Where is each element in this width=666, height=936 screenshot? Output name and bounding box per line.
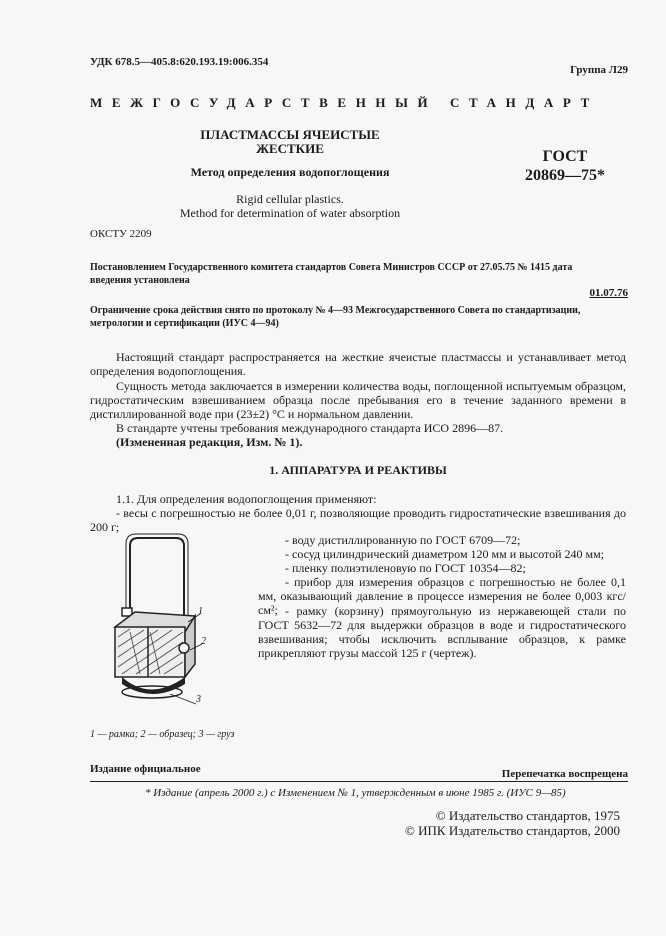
footer-divider	[90, 781, 628, 782]
gost-label: ГОСТ	[542, 148, 588, 165]
section-heading: 1. АППАРАТУРА И РЕАКТИВЫ	[269, 463, 447, 477]
gost-number: 20869—75*	[525, 167, 605, 184]
introduction-date: 01.07.76	[589, 287, 628, 299]
intro-paragraph-1: Настоящий стандарт распространяется на жесткие ячеистые пластмассы и устанавливает метод определения водопоглощения.	[90, 350, 626, 378]
english-title-2: Method for determination of water absorption	[179, 206, 401, 220]
copyright-1975: © Издательство стандартов, 1975	[435, 808, 620, 823]
clause-1-1: 1.1. Для определения водопоглощения применяют:	[116, 492, 377, 506]
edition-note: * Издание (апрель 2000 г.) с Изменением № 1, утвержденным в июне 1985 г. (ИУС 9—85)	[145, 787, 566, 799]
basket-drawing	[100, 532, 250, 722]
figure-label-1: 1	[198, 606, 203, 617]
item-frame: - рамку (корзину) прямоугольную из нержавеющей стали по ГОСТ 5632—72 для выдержки образцов в воде и гидростатического взвешивания; чтобы исключить всплывание образцов, к рамке прикрепляют грузы массой 125 г (чертеж).	[258, 604, 626, 660]
group-code: Группа Л29	[570, 64, 628, 76]
frame-hook	[179, 643, 189, 653]
decree-line-1: Постановлением Государственного комитета стандартов Совета Министров СССР от 27.05.75 № 1415 дата	[90, 262, 573, 273]
frame-handle	[130, 538, 184, 620]
title-line-1: ПЛАСТМАССЫ ЯЧЕИСТЫЕ	[200, 127, 380, 142]
figure-label-3: 3	[196, 694, 201, 705]
udk-code: УДК 678.5—405.8:620.193.19:006.354	[90, 56, 269, 68]
limitation-line-1: Ограничение срока действия снято по протоколу № 4—93 Межгосударственного Совета по стандартизации,	[90, 305, 581, 316]
frame-handle-outer	[126, 534, 188, 620]
intro-paragraph-2: Сущность метода заключается в измерении количества воды, поглощенной испытуемым образцом, гидростатическим взвешиванием образца после пребывания его в течение заданного времени в дистиллированной воде при (23±2) °С и нормальном давлении.	[90, 379, 626, 421]
amendment-note: (Измененная редакция, Изм. № 1).	[116, 435, 303, 449]
okstu-code: ОКСТУ 2209	[90, 228, 152, 240]
reprint-notice: Перепечатка воспрещена	[501, 768, 628, 780]
figure-label-2: 2	[201, 636, 206, 647]
item-scales: - весы с погрешностью не более 0,01 г, позволяющие проводить гидростатические взвешивания до 200 г;	[90, 506, 626, 534]
english-title-1: Rigid cellular plastics.	[236, 192, 344, 206]
figure-caption: 1 — рамка; 2 — образец; 3 — груз	[90, 729, 235, 740]
item-device: - прибор для измерения образцов с погрешностью не более 0,1 мм, оказывающий давление в процессе измерения не более 0,003 кгс/см²;	[258, 575, 626, 617]
standard-banner: МЕЖГОСУДАРСТВЕННЫЙ СТАНДАРТ	[90, 95, 599, 110]
intro-paragraph-3: В стандарте учтены требования международного стандарта ИСО 2896—87.	[116, 421, 504, 435]
decree-line-2: введения установлена	[90, 275, 190, 286]
official-edition: Издание официальное	[90, 763, 201, 775]
limitation-line-2: метрологии и сертификации (ИУС 4—94)	[90, 318, 279, 329]
item-vessel: - сосуд цилиндрический диаметром 120 мм и высотой 240 мм;	[285, 547, 605, 561]
method-title: Метод определения водопоглощения	[190, 165, 390, 179]
item-water: - воду дистиллированную по ГОСТ 6709—72;	[285, 533, 521, 547]
item-film: - пленку полиэтиленовую по ГОСТ 10354—82;	[285, 561, 526, 575]
copyright-2000: © ИПК Издательство стандартов, 2000	[405, 823, 620, 838]
title-line-2: ЖЕСТКИЕ	[256, 141, 324, 156]
